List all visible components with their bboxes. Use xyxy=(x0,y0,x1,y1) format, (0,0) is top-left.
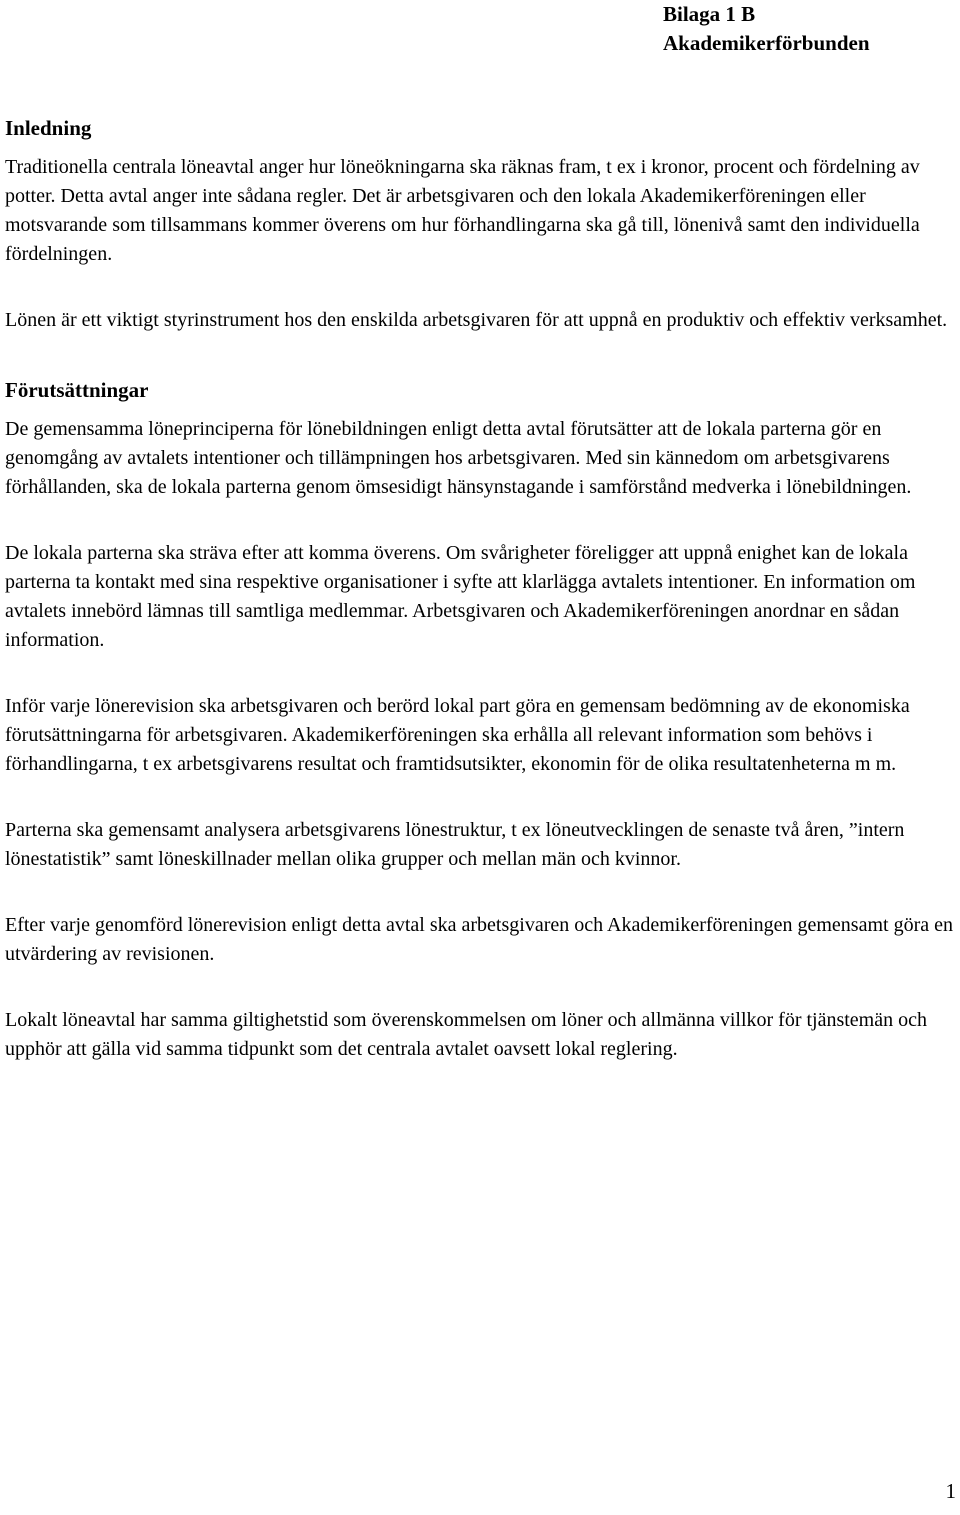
document-header xyxy=(663,0,870,58)
paragraph: Lönen är ett viktigt styrinstrument hos den enskilda arbetsgivaren för att uppnå en produktiv och effektiv verksamhet. xyxy=(5,309,948,331)
appendix-label: Bilaga 1 B xyxy=(663,2,756,26)
paragraph: Parterna ska gemensamt analysera arbetsgivarens lönestruktur, t ex löneutvecklingen de senaste två åren, ”intern lönestatistik” samt löneskillnader mellan olika grupper och mellan män och kvinnor. xyxy=(5,819,905,870)
paragraph: Inför varje lönerevision ska arbetsgivaren och berörd lokal part göra en gemensam bedömning av de ekonomiska förutsättningarna för arbetsgivaren. Akademikerföreningen ska erhålla all relevant information som behövs i förhandlingarna, t ex arbetsgivarens resultat och framtidsutsikter, ekonomin för de olika resultatenheterna m m. xyxy=(5,695,910,775)
page-number: 1 xyxy=(945,1479,956,1503)
section-heading-inledning: Inledning xyxy=(5,116,92,140)
paragraph: De gemensamma löneprinciperna för lönebildningen enligt detta avtal förutsätter att de lokala parterna gör en genomgång av avtalets intentioner och tillämpningen hos arbetsgivaren. Med sin kännedom om arbetsgivarens förhållanden, ska de lokala parterna genom ömsesidigt hänsynstagande i samförstånd medverka i lönebildningen. xyxy=(5,418,912,498)
section-heading-forutsattningar: Förutsättningar xyxy=(5,378,149,402)
paragraph: Lokalt löneavtal har samma giltighetstid som överenskommelsen om löner och allmänna villkor för tjänstemän och upphör att gälla vid samma tidpunkt som det centrala avtalet oavsett lokal reglering. xyxy=(5,1009,927,1060)
organization-name: Akademikerförbunden xyxy=(663,31,870,55)
document-body xyxy=(5,114,960,1064)
paragraph: De lokala parterna ska sträva efter att komma överens. Om svårigheter föreligger att uppnå enighet kan de lokala parterna ta kontakt med sina respektive organisationer i syfte att klarlägga avtalets intentioner. En information om avtalets innebörd lämnas till samtliga medlemmar. Arbetsgivaren och Akademikerföreningen anordnar en sådan information. xyxy=(5,542,916,651)
paragraph: Traditionella centrala löneavtal anger hur löneökningarna ska räknas fram, t ex i kronor, procent och fördelning av potter. Detta avtal anger inte sådana regler. Det är arbetsgivaren och den lokala Akademikerföreningen eller motsvarande som tillsammans kommer överens om hur förhandlingarna ska gå till, lönenivå samt den individuella fördelningen. xyxy=(5,156,920,265)
paragraph: Efter varje genomförd lönerevision enligt detta avtal ska arbetsgivaren och Akademikerföreningen gemensamt göra en utvärdering av revisionen. xyxy=(5,914,953,965)
